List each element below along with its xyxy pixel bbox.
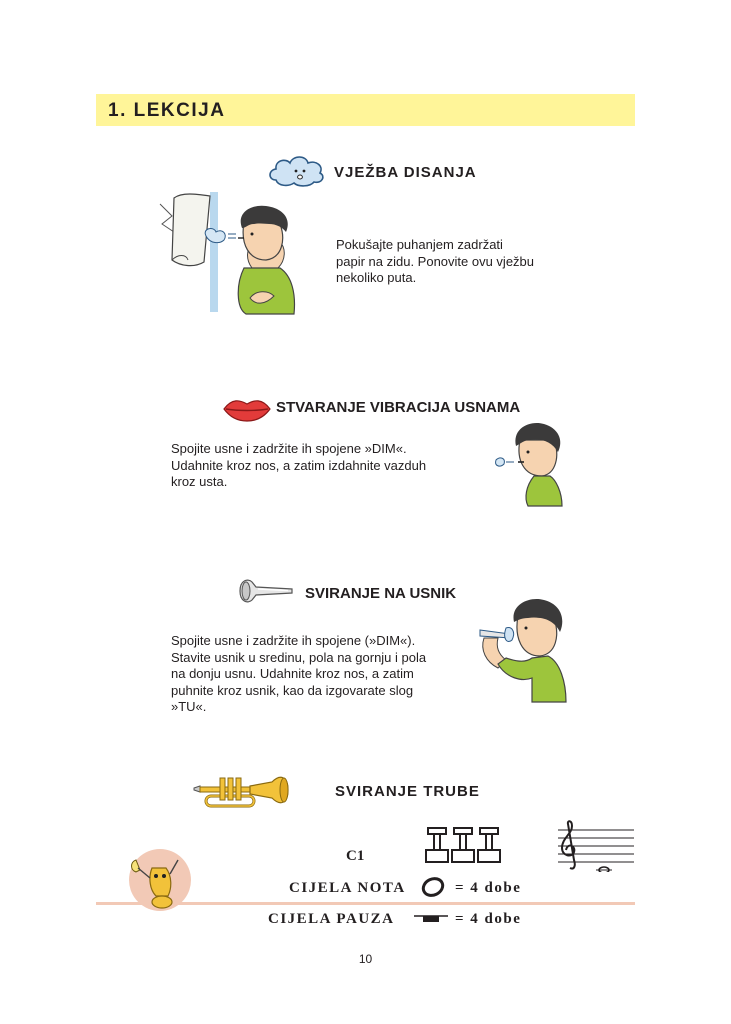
text-line: Stavite usnik u sredinu, pola na gornju i pola [171, 649, 427, 665]
lesson-title: 1. LEKCIJA [108, 100, 226, 121]
mascot-icon [126, 848, 192, 912]
whole-rest-icon [414, 910, 448, 926]
boy-mouthpiece-illustration [476, 598, 568, 704]
text-line: »TU«. [171, 699, 207, 714]
mouthpiece-title: SVIRANJE NA USNIK [305, 585, 457, 602]
trumpet-title: SVIRANJE TRUBE [335, 783, 480, 800]
trumpet-icon [192, 770, 292, 814]
lip-vibration-title: STVARANJE VIBRACIJA USNAMA [276, 399, 521, 416]
breathing-text [336, 237, 534, 287]
text-line: Spojite usne i zadržite ih spojene »DIM«. [171, 441, 407, 456]
whole-note-icon [420, 876, 446, 898]
breathing-title: VJEŽBA DISANJA [334, 164, 477, 181]
text-line: na donju usnu. Udahnite kroz nos, a zatim [171, 666, 414, 681]
mouthpiece-text [171, 633, 426, 716]
text-line: papir na zidu. Ponovite ovu vježbu [336, 253, 535, 269]
boy-blowing-paper-illustration [156, 184, 298, 318]
text-line: Spojite usne i zadržite ih spojene (»DIM«). [171, 633, 416, 648]
text-line: Pokušajte puhanjem zadržati [336, 237, 503, 252]
text-line: Udahnite kroz nos, a zatim izdahnite vazduh [171, 457, 427, 473]
cloud-icon [266, 152, 328, 188]
valves-icon [424, 826, 506, 866]
mouthpiece-icon [236, 576, 296, 606]
text-line: puhnite kroz usnik, kao da izgovarate slog [171, 682, 414, 698]
boy-lip-buzz-illustration [490, 420, 566, 508]
text-line: kroz usta. [171, 474, 228, 489]
whole-note-label: CIJELA NOTA [289, 880, 406, 896]
whole-rest-label: CIJELA PAUZA [268, 911, 395, 927]
note-name: C1 [346, 848, 365, 864]
lip-vibration-text [171, 441, 426, 491]
lips-icon [222, 396, 272, 422]
text-line: nekoliko puta. [336, 270, 417, 285]
whole-rest-value: = 4 dobe [455, 911, 522, 927]
page-number: 10 [358, 952, 373, 966]
treble-clef-staff-icon [556, 820, 636, 872]
whole-note-value: = 4 dobe [455, 880, 522, 896]
